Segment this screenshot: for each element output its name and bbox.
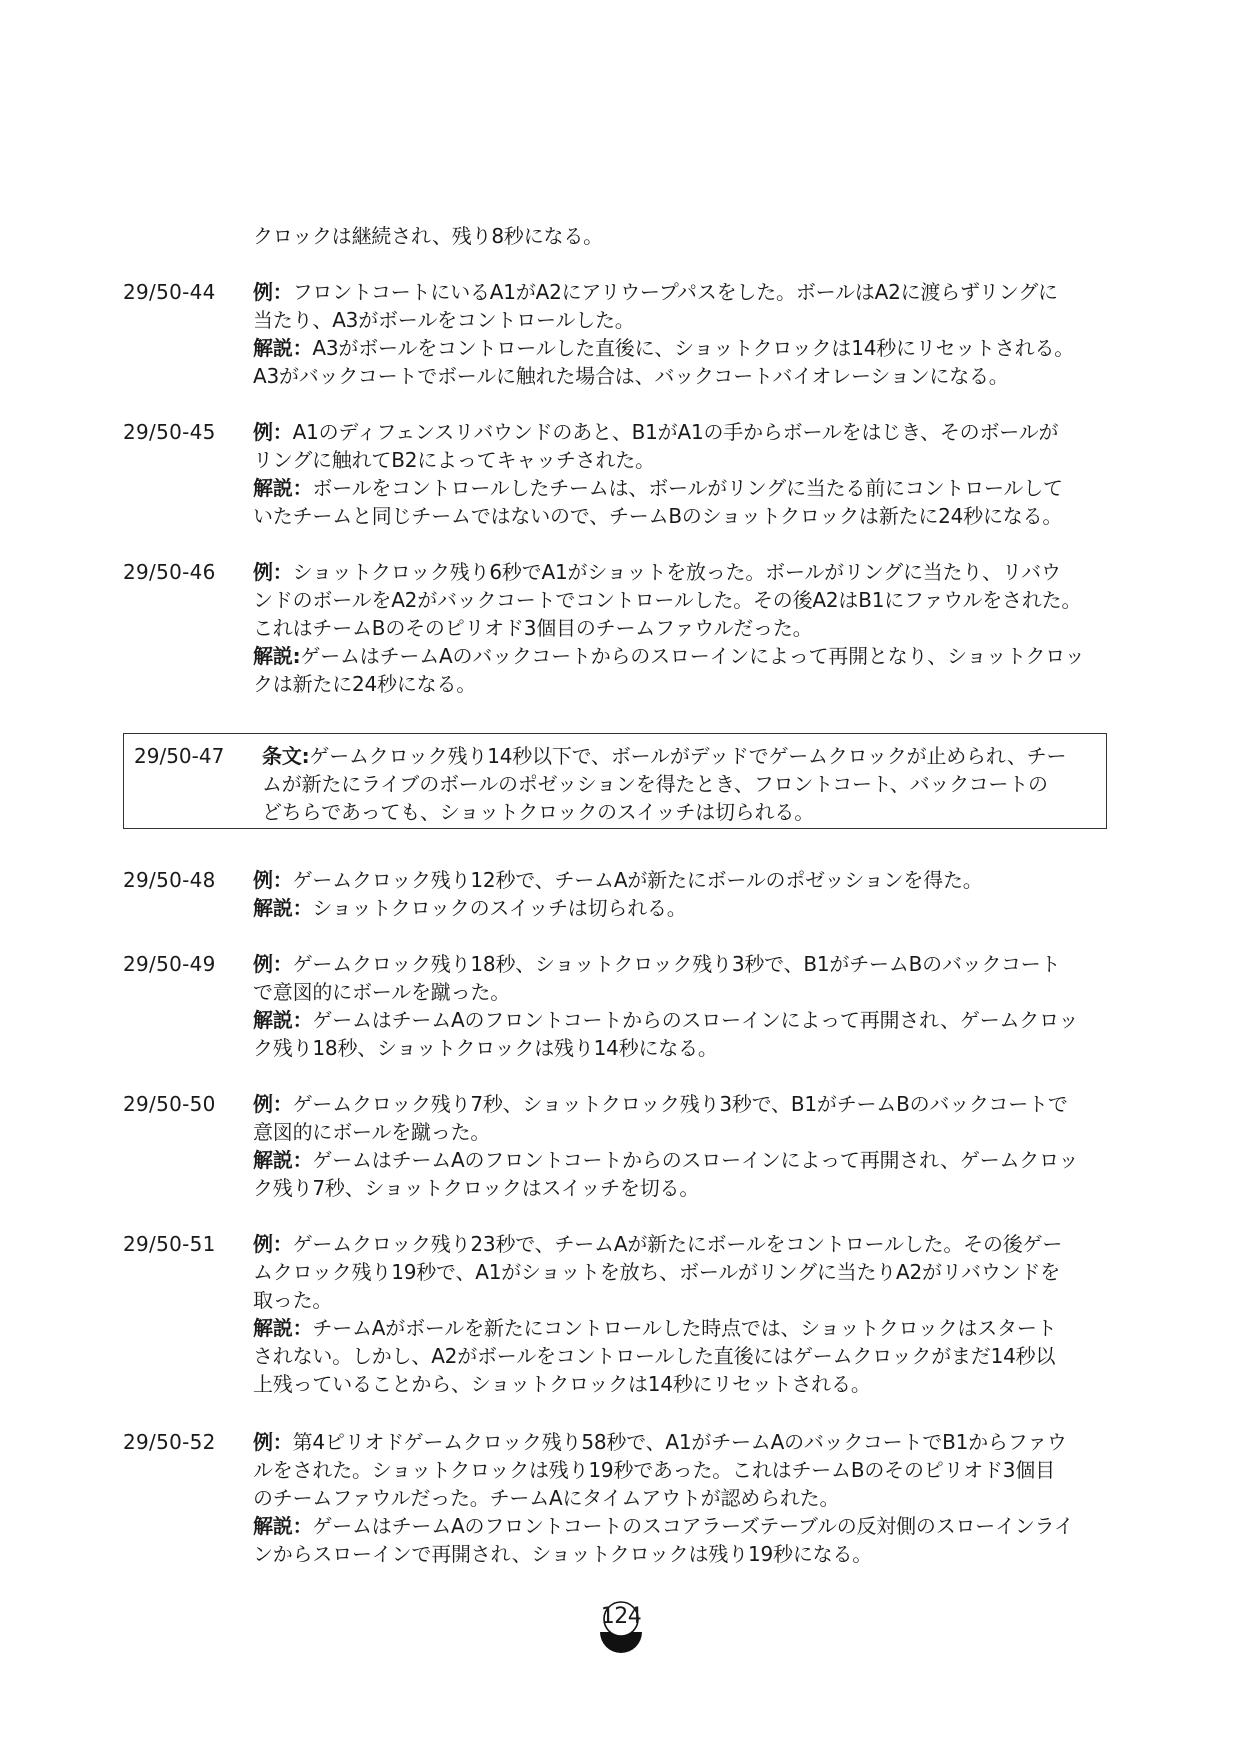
example-label: 例： xyxy=(253,1232,293,1256)
example-label: 例： xyxy=(253,420,293,444)
example-label: 例： xyxy=(253,560,293,584)
example-line: これはチームBのそのピリオド3個目のチームファウルだった。 xyxy=(253,616,813,640)
explanation-label: 解説： xyxy=(253,476,313,500)
article-line: どちらであっても、ショットクロックのスイッチは切られる。 xyxy=(262,800,814,824)
example-line: ムクロック残り19秒で、A1がショットを放ち、ボールがリングに当たりA2がリバウンドを xyxy=(253,1260,1061,1284)
explanation-line xyxy=(253,474,1113,502)
explanation-line: クは新たに24秒になる。 xyxy=(253,672,477,696)
explanation-line: ク残り18秒、ショットクロックは残り14秒になる。 xyxy=(253,1036,718,1060)
entry-number: 29/50-45 xyxy=(123,420,216,444)
article-number: 29/50-47 xyxy=(134,744,225,768)
explanation-line xyxy=(253,334,1113,362)
explanation-line xyxy=(253,894,1113,922)
entry-number: 29/50-49 xyxy=(123,952,216,976)
explanation-text: ショットクロックのスイッチは切られる。 xyxy=(312,896,687,920)
article-line xyxy=(262,742,1066,770)
explanation-label: 解説： xyxy=(253,1008,313,1032)
example-label: 例： xyxy=(253,868,293,892)
explanation-text: チームAがボールを新たにコントロールした時点では、ショットクロックはスタート xyxy=(312,1316,1057,1340)
example-line xyxy=(253,950,1113,978)
example-text: 第4ピリオドゲームクロック残り58秒で、A1がチームAのバックコートでB1からファウ xyxy=(292,1430,1067,1454)
example-line: ンドのボールをA2がバックコートでコントロールした。その後A2はB1にファウルをされた。 xyxy=(253,588,1082,612)
explanation-line xyxy=(253,642,1113,670)
explanation-line: 上残っていることから、ショットクロックは14秒にリセットされる。 xyxy=(253,1372,871,1396)
example-line: で意図的にボールを蹴った。 xyxy=(253,980,510,1004)
article-line: ムが新たにライブのボールのポゼッションを得たとき、フロントコート、バックコートの xyxy=(262,772,1048,796)
explanation-line xyxy=(253,1314,1113,1342)
example-text: ショットクロック残り6秒でA1がショットを放った。ボールがリングに当たり、リバウ xyxy=(292,560,1061,584)
example-text: ゲームクロック残り7秒、ショットクロック残り3秒で、B1がチームBのバックコートで xyxy=(292,1092,1068,1116)
explanation-line: A3がバックコートでボールに触れた場合は、バックコートバイオレーションになる。 xyxy=(253,364,1009,388)
explanation-text: ゲームはチームAのフロントコートのスコアラーズテーブルの反対側のスローインライ xyxy=(312,1514,1074,1538)
explanation-label: 解説： xyxy=(253,1514,313,1538)
example-line: リングに触れてB2によってキャッチされた。 xyxy=(253,448,655,472)
entry-number: 29/50-46 xyxy=(123,560,216,584)
example-label: 例： xyxy=(253,1092,293,1116)
entry-number: 29/50-51 xyxy=(123,1232,216,1256)
example-text: ゲームクロック残り18秒、ショットクロック残り3秒で、B1がチームBのバックコート xyxy=(292,952,1061,976)
explanation-label: 解説： xyxy=(253,896,313,920)
example-text: フロントコートにいるA1がA2にアリウープパスをした。ボールはA2に渡らずリングに xyxy=(292,280,1058,304)
entry-number: 29/50-50 xyxy=(123,1092,216,1116)
explanation-label: 解説： xyxy=(253,336,313,360)
explanation-line: ク残り7秒、ショットクロックはスイッチを切る。 xyxy=(253,1176,700,1200)
explanation-label: 解説： xyxy=(253,1148,313,1172)
example-text: ゲームクロック残り23秒で、チームAが新たにボールをコントロールした。その後ゲー xyxy=(292,1232,1063,1256)
explanation-text: A3がボールをコントロールした直後に、ショットクロックは14秒にリセットされる。 xyxy=(312,336,1075,360)
article-label: 条文: xyxy=(262,744,310,768)
explanation-line xyxy=(253,1146,1113,1174)
explanation-text: ボールをコントロールしたチームは、ボールがリングに当たる前にコントロールして xyxy=(312,476,1063,500)
example-line xyxy=(253,558,1113,586)
example-line xyxy=(253,278,1113,306)
explanation-line xyxy=(253,1006,1113,1034)
explanation-text: ゲームはチームAのフロントコートからのスローインによって再開され、ゲームクロッ xyxy=(312,1148,1079,1172)
explanation-text: ゲームはチームAのフロントコートからのスローインによって再開され、ゲームクロッ xyxy=(312,1008,1079,1032)
explanation-line: ンからスローインで再開され、ショットクロックは残り19秒になる。 xyxy=(253,1542,873,1566)
example-line xyxy=(253,866,1113,894)
example-line: 当たり、A3がボールをコントロールした。 xyxy=(253,308,635,332)
example-text: ゲームクロック残り12秒で、チームAが新たにボールのポゼッションを得た。 xyxy=(292,868,983,892)
example-line xyxy=(253,1230,1113,1258)
article-text: ゲームクロック残り14秒以下で、ボールがデッドでゲームクロックが止められ、チー xyxy=(309,744,1067,768)
example-line: 取った。 xyxy=(253,1288,333,1312)
explanation-line: いたチームと同じチームではないので、チームBのショットクロックは新たに24秒になる。 xyxy=(253,504,1063,528)
example-label: 例： xyxy=(253,1430,293,1454)
example-line: ルをされた。ショットクロックは残り19秒であった。これはチームBのそのピリオド3個目 xyxy=(253,1458,1055,1482)
entry-number: 29/50-44 xyxy=(123,280,216,304)
entry-number: 29/50-48 xyxy=(123,868,216,892)
page-number-badge xyxy=(596,1600,646,1658)
example-line: 意図的にボールを蹴った。 xyxy=(253,1120,491,1144)
explanation-label: 解説: xyxy=(253,644,301,668)
example-line xyxy=(253,1090,1113,1118)
example-line xyxy=(253,1428,1113,1456)
example-line xyxy=(253,418,1113,446)
explanation-line xyxy=(253,1512,1113,1540)
explanation-label: 解説： xyxy=(253,1316,313,1340)
page-number: 124 xyxy=(600,1604,642,1629)
entry-number: 29/50-52 xyxy=(123,1430,216,1454)
example-label: 例： xyxy=(253,952,293,976)
intro-line: クロックは継続され、残り8秒になる。 xyxy=(253,224,603,248)
example-text: A1のディフェンスリバウンドのあと、B1がA1の手からボールをはじき、そのボールが xyxy=(292,420,1059,444)
explanation-text: ゲームはチームAのバックコートからのスローインによって再開となり、ショットクロッ xyxy=(300,644,1085,668)
article-box xyxy=(123,733,1107,829)
example-line: のチームファウルだった。チームAにタイムアウトが認められた。 xyxy=(253,1486,840,1510)
example-label: 例： xyxy=(253,280,293,304)
explanation-line: されない。しかし、A2がボールをコントロールした直後にはゲームクロックがまだ14秒以 xyxy=(253,1344,1056,1368)
